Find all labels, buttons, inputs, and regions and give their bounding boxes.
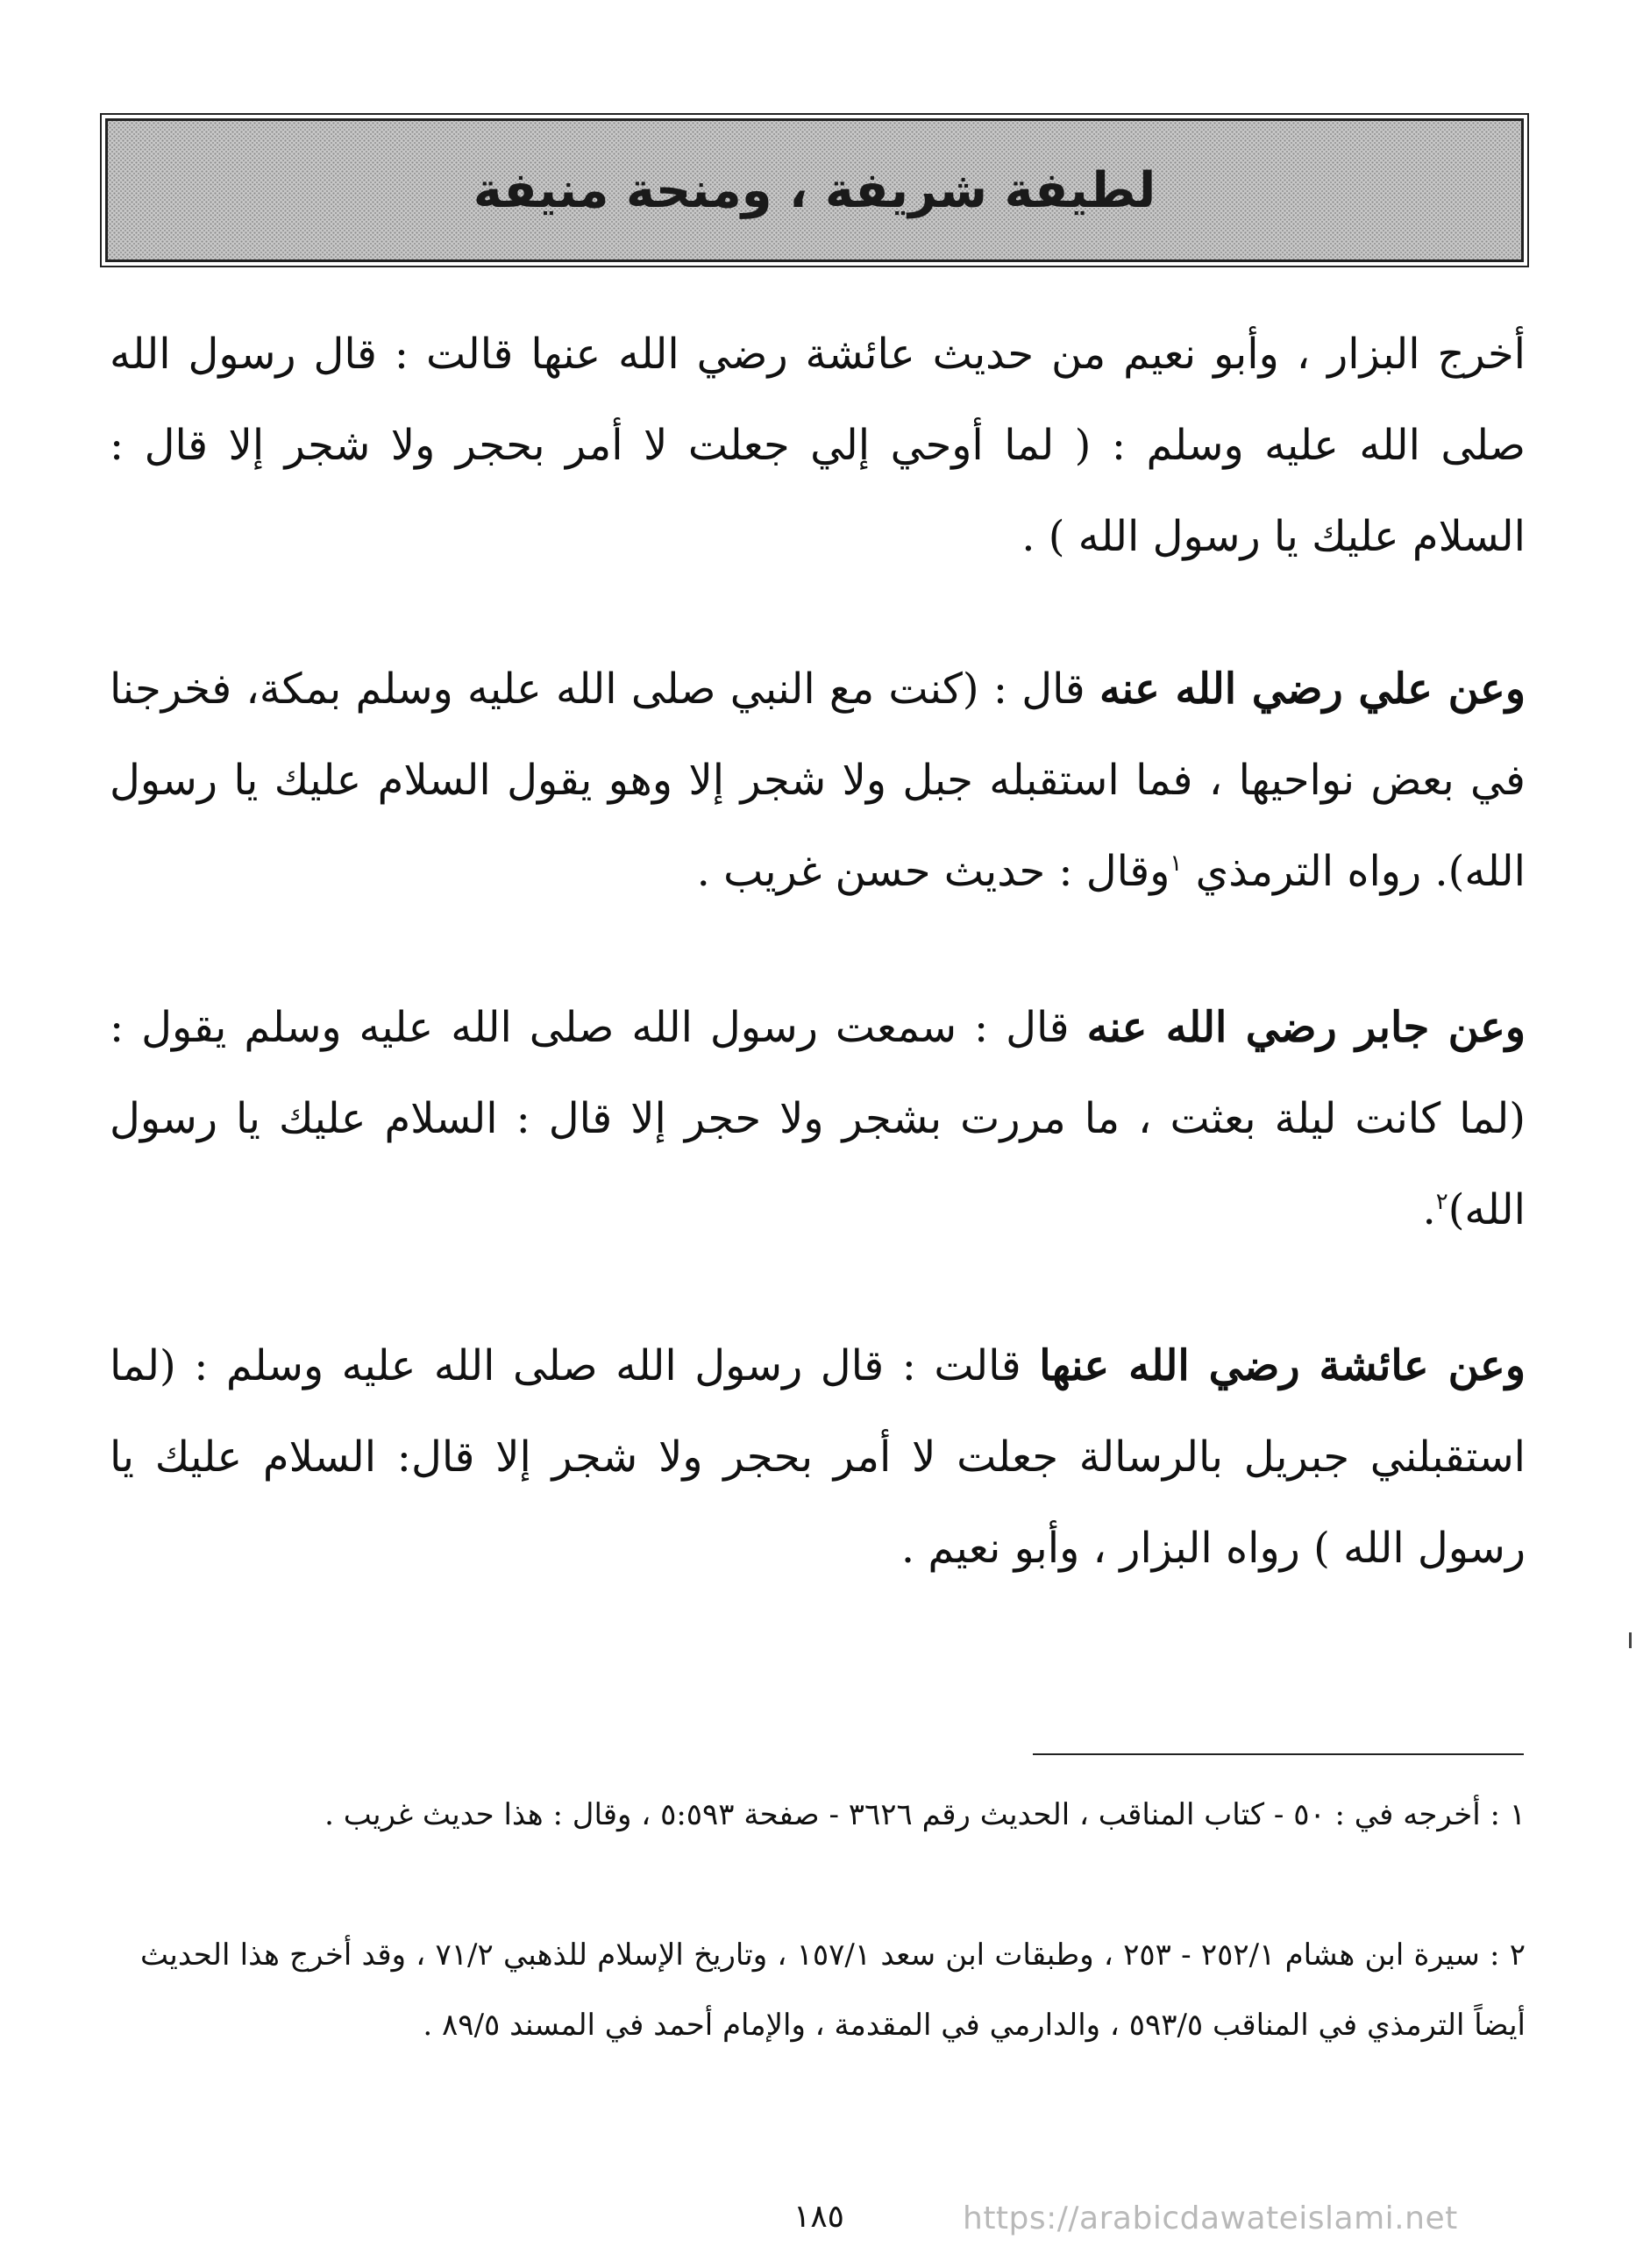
paragraph-2 bbox=[110, 643, 1526, 917]
paragraph-lead: وعن عائشة رضي الله عنها bbox=[1039, 1341, 1526, 1390]
paragraph-1 bbox=[110, 309, 1526, 582]
footnote-ref-2[interactable]: ٢ bbox=[1435, 1189, 1448, 1215]
footnote-ref-1[interactable]: ١ bbox=[1170, 850, 1183, 877]
footnote-2: ٢ : سيرة ابن هشام ٢٥٢/١ - ٢٥٣ ، وطبقات ابن سعد ١٥٧/١ ، وتاريخ الإسلام للذهبي ٧١/٢ ، وقد أخرج هذا الحديث أيضاً الترمذي في المناقب ٥٩٣/٥ ، والدارمي في المقدمة ، والإمام أحمد في المسند ٨٩/٥ . bbox=[140, 1937, 1526, 2043]
watermark-url: https://arabicdawateislami.net bbox=[963, 2200, 1458, 2236]
paragraph-tail: . bbox=[1422, 1185, 1436, 1234]
title-banner bbox=[105, 118, 1524, 262]
footnote-separator bbox=[1033, 1753, 1524, 1755]
paragraph-lead: وعن علي رضي الله عنه bbox=[1099, 665, 1526, 714]
paragraph-3 bbox=[110, 982, 1526, 1255]
scan-edge-mark bbox=[1629, 1632, 1632, 1648]
page-title: لطيفة شريفة ، ومنحة منيفة bbox=[473, 161, 1156, 219]
paragraph-4 bbox=[110, 1320, 1526, 1594]
paragraph-text: قالت : قال رسول الله صلى الله عليه وسلم : (لما استقبلني جبريل بالرسالة جعلت لا أمر بحجر ولا شجر إلا قال: السلام عليك يا رسول الله ) رواه البزار ، وأبو نعيم . bbox=[110, 1341, 1526, 1573]
page-number: ١٨٥ bbox=[793, 2199, 845, 2235]
footnote-1: ١ : أخرجه في : ٥٠ - كتاب المناقب ، الحديث رقم ٣٦٢٦ - صفحة ٥:٥٩٣ ، وقال : هذا حديث غريب . bbox=[324, 1797, 1526, 1832]
paragraph-text: أخرج البزار ، وأبو نعيم من حديث عائشة رضي الله عنها قالت : قال رسول الله صلى الله عليه وسلم : ( لما أوحي إلي جعلت لا أمر بحجر ولا شجر إلا قال : السلام عليك يا رسول الله ) . bbox=[110, 330, 1526, 561]
paragraph-tail: وقال : حديث حسن غريب . bbox=[696, 847, 1170, 896]
paragraph-text: قال : (كنت مع النبي صلى الله عليه وسلم بمكة، فخرجنا في بعض نواحيها ، فما استقبله جبل ولا شجر إلا وهو يقول السلام عليك يا رسول الله). رواه الترمذي bbox=[110, 665, 1526, 896]
paragraph-lead: وعن جابر رضي الله عنه bbox=[1086, 1003, 1526, 1052]
paragraph-text: قال : سمعت رسول الله صلى الله عليه وسلم يقول : (لما كانت ليلة بعثت ، ما مررت بشجر ولا حجر إلا قال : السلام عليك يا رسول الله) bbox=[110, 1003, 1526, 1234]
